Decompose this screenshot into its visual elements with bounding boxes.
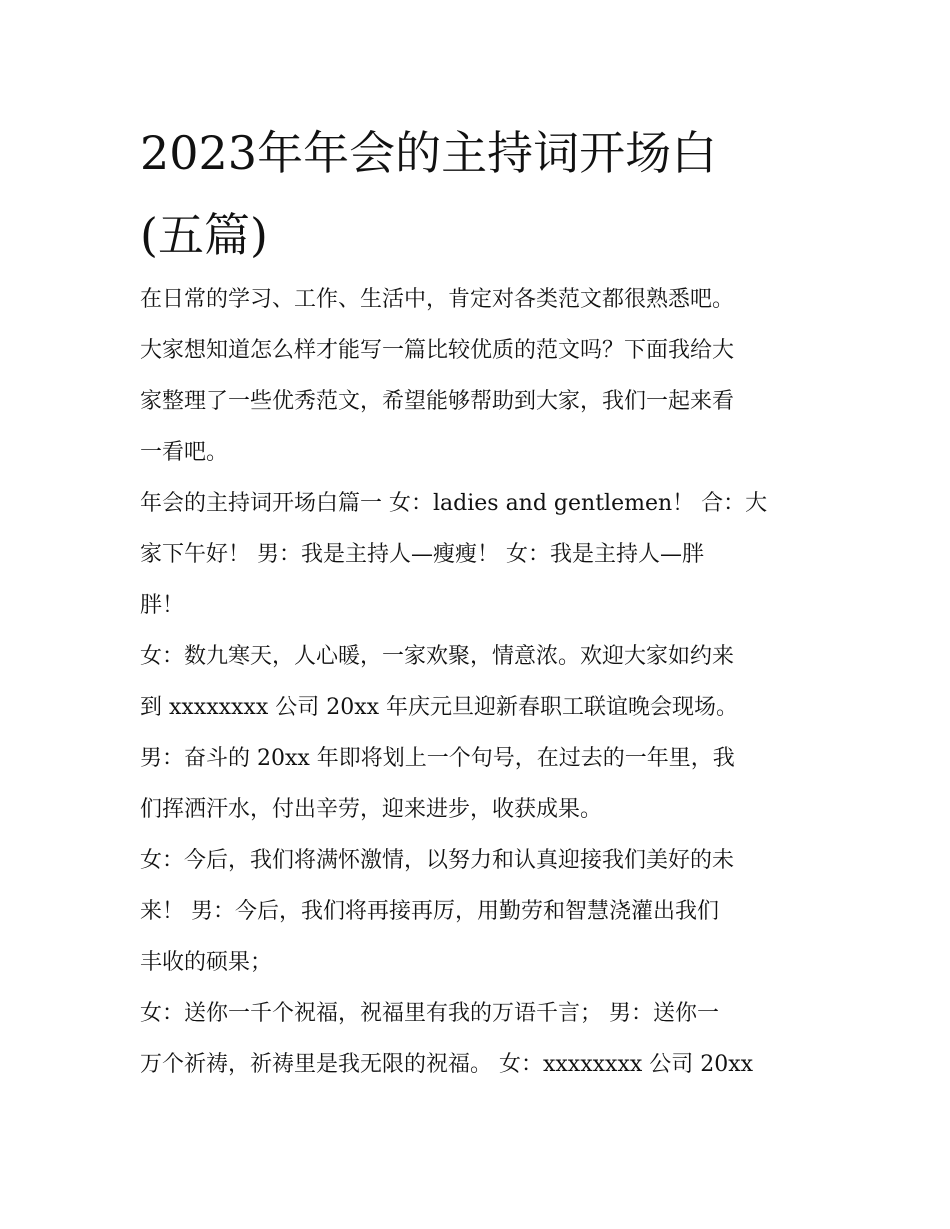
body-line: 年会的主持词开场白篇一 女：ladies and gentlemen！ 合：大 bbox=[140, 491, 768, 516]
body-line: 大家想知道怎么样才能写一篇比较优质的范文吗？下面我给大 bbox=[140, 338, 735, 363]
body-line: 家下午好！ 男：我是主持人—瘦瘦！ 女：我是主持人—胖 bbox=[140, 542, 704, 567]
title-line-2: (五篇) bbox=[140, 208, 268, 262]
body-line: 万个祈祷，祈祷里是我无限的祝福。 女：xxxxxxxx 公司 20xx bbox=[140, 1052, 754, 1077]
body-line: 胖！ bbox=[140, 593, 185, 618]
body-line: 们挥洒汗水，付出辛劳，迎来进步，收获成果。 bbox=[140, 797, 603, 822]
body-line: 家整理了一些优秀范文，希望能够帮助到大家，我们一起来看 bbox=[140, 389, 735, 414]
body-line: 来！ 男：今后，我们将再接再厉，用勤劳和智慧浇灌出我们 bbox=[140, 899, 719, 924]
document-body bbox=[140, 274, 820, 1090]
body-line: 丰收的硕果； bbox=[140, 950, 273, 975]
body-line: 一看吧。 bbox=[140, 440, 229, 465]
title-line-1: 2023年年会的主持词开场白 bbox=[140, 126, 718, 180]
body-line: 女：数九寒天，人心暖，一家欢聚，情意浓。欢迎大家如约来 bbox=[140, 644, 735, 669]
body-line: 女：今后，我们将满怀激情，以努力和认真迎接我们美好的未 bbox=[140, 848, 735, 873]
document-title bbox=[140, 112, 820, 276]
body-line: 到 xxxxxxxx 公司 20xx 年庆元旦迎新春职工联谊晚会现场。 bbox=[140, 695, 739, 720]
body-line: 在日常的学习、工作、生活中，肯定对各类范文都很熟悉吧。 bbox=[140, 287, 735, 312]
body-line: 男：奋斗的 20xx 年即将划上一个句号，在过去的一年里，我 bbox=[140, 746, 735, 771]
body-line: 女：送你一千个祝福，祝福里有我的万语千言； 男：送你一 bbox=[140, 1001, 719, 1026]
